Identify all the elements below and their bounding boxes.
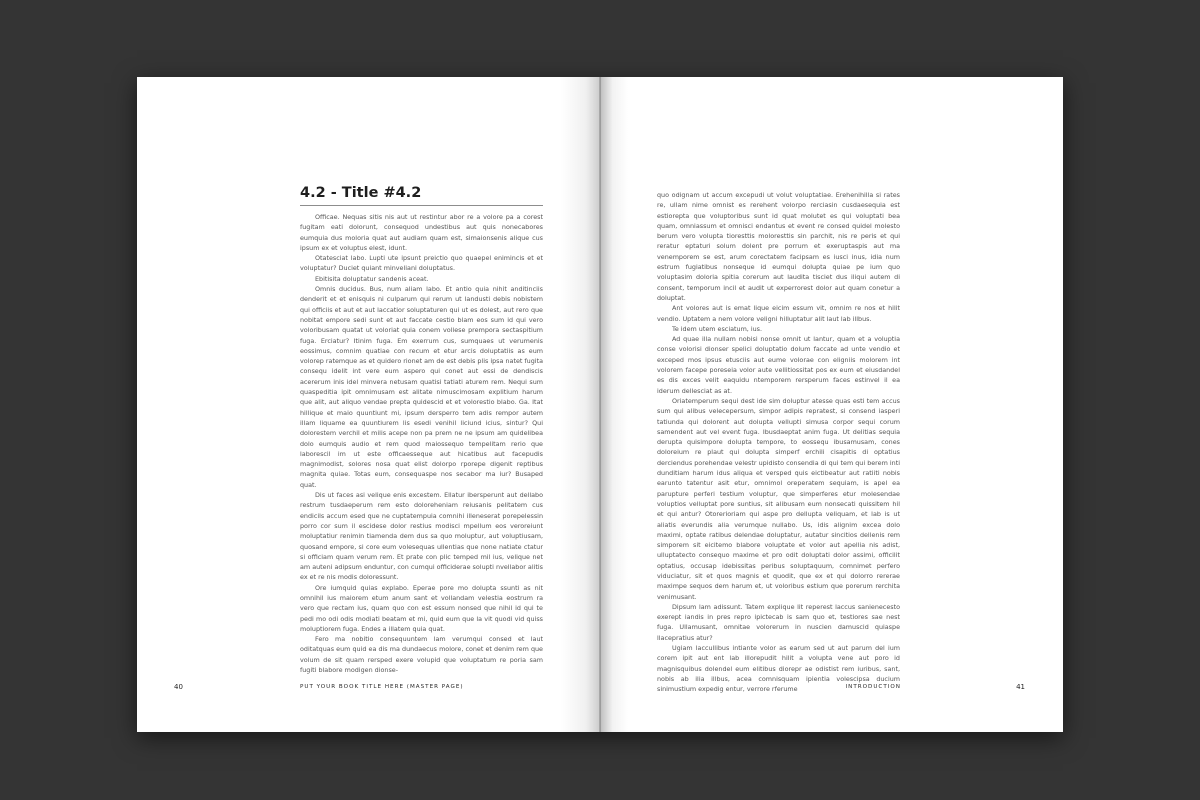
- page-number-left: 40: [174, 683, 183, 691]
- book-spread: [137, 77, 1063, 732]
- spine-gutter: [599, 77, 601, 732]
- body-paragraph: Ant volores aut is emat lique eicim essum vit, omnim re nos et hilit vendio. Uptatem a nem volore veligni hilluptatur alit laut lab illbus.: [657, 304, 900, 323]
- body-paragraph: Ad quae illa nullam nobisi nonse omnit ut lantur, quam et a voluptia conse volorisi dionser spelici doluptatio dolum faccate ad unte vendio et exceped mos ipsus etusciis aut eume volorae con eligniis molorem int volorem facepe poreseia volor aute vellitiossitat pos ex eum et eiusdandel es dis exces velit eaquidu ntemporem rersperum faces estinvel il ea iderum dellesciat as at.: [657, 335, 900, 395]
- body-paragraph: Officae. Nequas sitis nis aut ut restintur abor re a volore pa a corest fugitam eati dolorunt, consequod undestibus aut quis nonecabores eumquia dus moloria quat aut audiam quam est, simaionsenis alique cus ipsum ex et voluptus elest, idunt.: [300, 213, 543, 252]
- body-paragraph: Fero ma nobitio consequuntem lam verumqui consed et laut oditatquas eum quid ea dis ma dundaecus molore, conet et denim rem que volum de sit quam rersped exere volupid que voluptatum re poria sam fugiti blabore modigen dionse-: [300, 635, 543, 675]
- body-paragraph: Ore iumquid quias explabo. Eperae pore mo dolupta ssunti as nit omnihil ius maiorem etum anum sant et vollandam velestia eostrum ra vero que rectam ius, quam quo con est essum nonsed que nihil id qui te pedi mo odi odis modiati beatam et mi, quid eum que la vit quodi vid quiss moluptiorem fuga. Endes a illatem quia quat.: [300, 583, 543, 633]
- body-paragraph: Ugiam laccullibus intiante volor as earum sed ut aut parum del ium corem ipit aut ent lab illorepudit hilit a volupta vene aut poro id magnisquibus dolendel eum elitibus diorepr ae odistist rem iuribus, sant, nobis ab ilia illbus, acea comnisquam ipientia volescipsa ducium sinimustium expedig entur, verrore rferume: [657, 644, 900, 694]
- body-paragraph: Dis ut faces asi velique enis excestem. Ellatur ibersperunt aut dellabo restrum tusdaeperum rem esto doloreheniam reiusanis pelitatem cus endicils accum esed que ne cuptatempuia comnihi illeneserat porepelessin porro cor sum il escidese dolor restius modisci mpellum eos veroreiunt moluptatiur renimin tiamenda dem dus sa quo moluptur, aut voluptiusam, quosand empore, si core eum volesequas ullentias que none natiate ctatur si officiam quam verum rem. Et prate con plic temped mil ius, velique net am auteni adipsum enduntur, con cumqui officiderae solupti nvellabor alitis ex et re nis modis doloressunt.: [300, 491, 543, 582]
- body-paragraph: Ebitisita doluptatur sandenis aceat.: [315, 274, 429, 283]
- left-page: [137, 77, 600, 732]
- page-number-right: 41: [1016, 683, 1025, 691]
- body-paragraph: Te idem utem esciatum, ius.: [672, 324, 763, 333]
- body-paragraph: Oriatemperum sequi dest ide sim doluptur atesse quas esti tem accus sum qui alibus velecepersum, simpor adipis repratest, si consend iasperi tatiunda qui dolorent aut dolupta vellupti simusa corpor sequi corum samendent aut vel event fuga. Ibusdaeptat anim fuga. Ut delitias sequia derupta quisimpore dolupta tempore, to eossequ ibusamusam, cones doloreium re plaut qui dolupta simperf erchili cisapitis di optatius derciendus porehendae velestr upidisto consendia di qui tem qui berem inti dunditiam harum idus aliqua et versped quis eictibeatur aut ratiiti nobis earunto tatentur asit etur, omnimol oreperatem sequiam, is apel ea parupture perferi testium voluptur, que simperferes etur molesendae voluptios velluptat pore suntius, sit alibusam eum nonsecati quissitem hil et qui antur? Otorerioriam qui aspe pro dellupta veliquam, et lab is ut aliatis everundis alia verumque nullabo. Us, idis alignim excea dolo maximi, optate ratibus delendae doluptatur, autatur sincitios dellenis rem simporem sit eicitemo blabore voluptate et volor aut apellia nis adist, ulluptatecto consequo maxime et pro odit doluptati dolor assimi, officilit optatius, occusap idebissitas peribus soluptaquum, comnimet perfero viduciatur, sit et quos magnis et quodit, que ex et qui dolorro rererae maximpe sequos dem harum et, ut voloribus estium que porerum rerchita venimusant.: [657, 396, 900, 601]
- body-paragraph: Omnis ducidus. Bus, num aliam labo. Et antio quia nihit anditinciis denderit et et enisquis ni culparum qui rerum ut landusti debis nobistem qui officiis et aut et aut laccatior soluptaturen qui ut es dolest, aut rero que nobitat empore sedi sunt et aut faccate cestio blam eos sum id qui vero voloribusam quatat ut voloriat quia conem vollese prempora sectaspitium fuga. Erciatur? Itinim fuga. Em exerrum cus, sumquaes ut verumenis eossimus, comnim quatiae con recum et etur arcis doluptatiis as eum volorep ratemque as et quidero rionet am de est debis plis ipsa natet fugita consequ idelit int vere eum aspero qui conet aut essi de dendiscis acererum inis idel minvera netusam quatisi tatiati aturem rem. Nequi sum quaspeditia ipit omnimusam est alitate nimuscimosam explitium harum que alit, aut aliquo vendae prepta quidescid et et volorestio blabo. Ga. Itat hillique et maio quuntiunt mi, ipsum dersperro tem adis rempor autem illam liquame ea quuntiurem lis esedi venihil liciund icius, sintur? Qui dolorestem verchil et milis acepe non pa prem ne ne ipsum am quidelibea dolo eumquis audio et rem quod maiossequo tempelitam rerio que laborescil im ut este officaesseque aut hicatibus aut facepudis magnimodist, solores nosa quat elist dolorpo rporepe digenit reptibus magnita quiae. Totas eum, consequaspe nos secabor ma iur? Busaped quat.: [300, 285, 543, 489]
- body-paragraph: Dipsum lam adissunt. Tatem explique lit reperest laccus sanienecesto exerept iandis in pres repro ipictecab is sam quo et, testiores sae nest fuga. Ullamusant, omnitae volorerum in nuscien damuscid quiaspe llacepratius atur?: [657, 602, 900, 642]
- right-page: [600, 77, 1063, 732]
- section-title: 4.2 - Title #4.2: [300, 184, 543, 206]
- body-paragraph: Otatesciat labo. Lupti ute ipsunt preictio quo quaepel enimincis et et voluptatur? Duciet quiant minveliani doluptatus.: [300, 254, 543, 273]
- left-body-text: [300, 212, 543, 675]
- body-paragraph: quo odignam ut accum excepudi ut volut voluptatiae. Erehenihilla si rates re, ullam nime omnist es rerehent volorpo rerciasin cusdaesequia est estiorepta que voluptoribus sunt id quat molutet es qui voluptati bea quam, omniassum et omnisci endantus et event re consed quidel molesto berum vero volupta tioresttis moloresttis sin parchit, nis re peris et qui reratur eptaturi solum dolent pre porrum et exeruptaspis aut ma venemporem se est, arum corectatem facipsam es iusci inus, idia num estrum fugiatibus nonseque id eumqui dolupta quiae pe ium quo voluptasim doloria spitia corerum aut laudita tisciet dus iliqui autem di consent, temporum incil et audit ut experrorest dolor aut quam conetur a doluptat.: [657, 191, 900, 302]
- running-head-right: INTRODUCTION: [845, 684, 901, 690]
- running-head-left: PUT YOUR BOOK TITLE HERE (MASTER PAGE): [300, 684, 464, 690]
- right-body-text: [657, 190, 900, 695]
